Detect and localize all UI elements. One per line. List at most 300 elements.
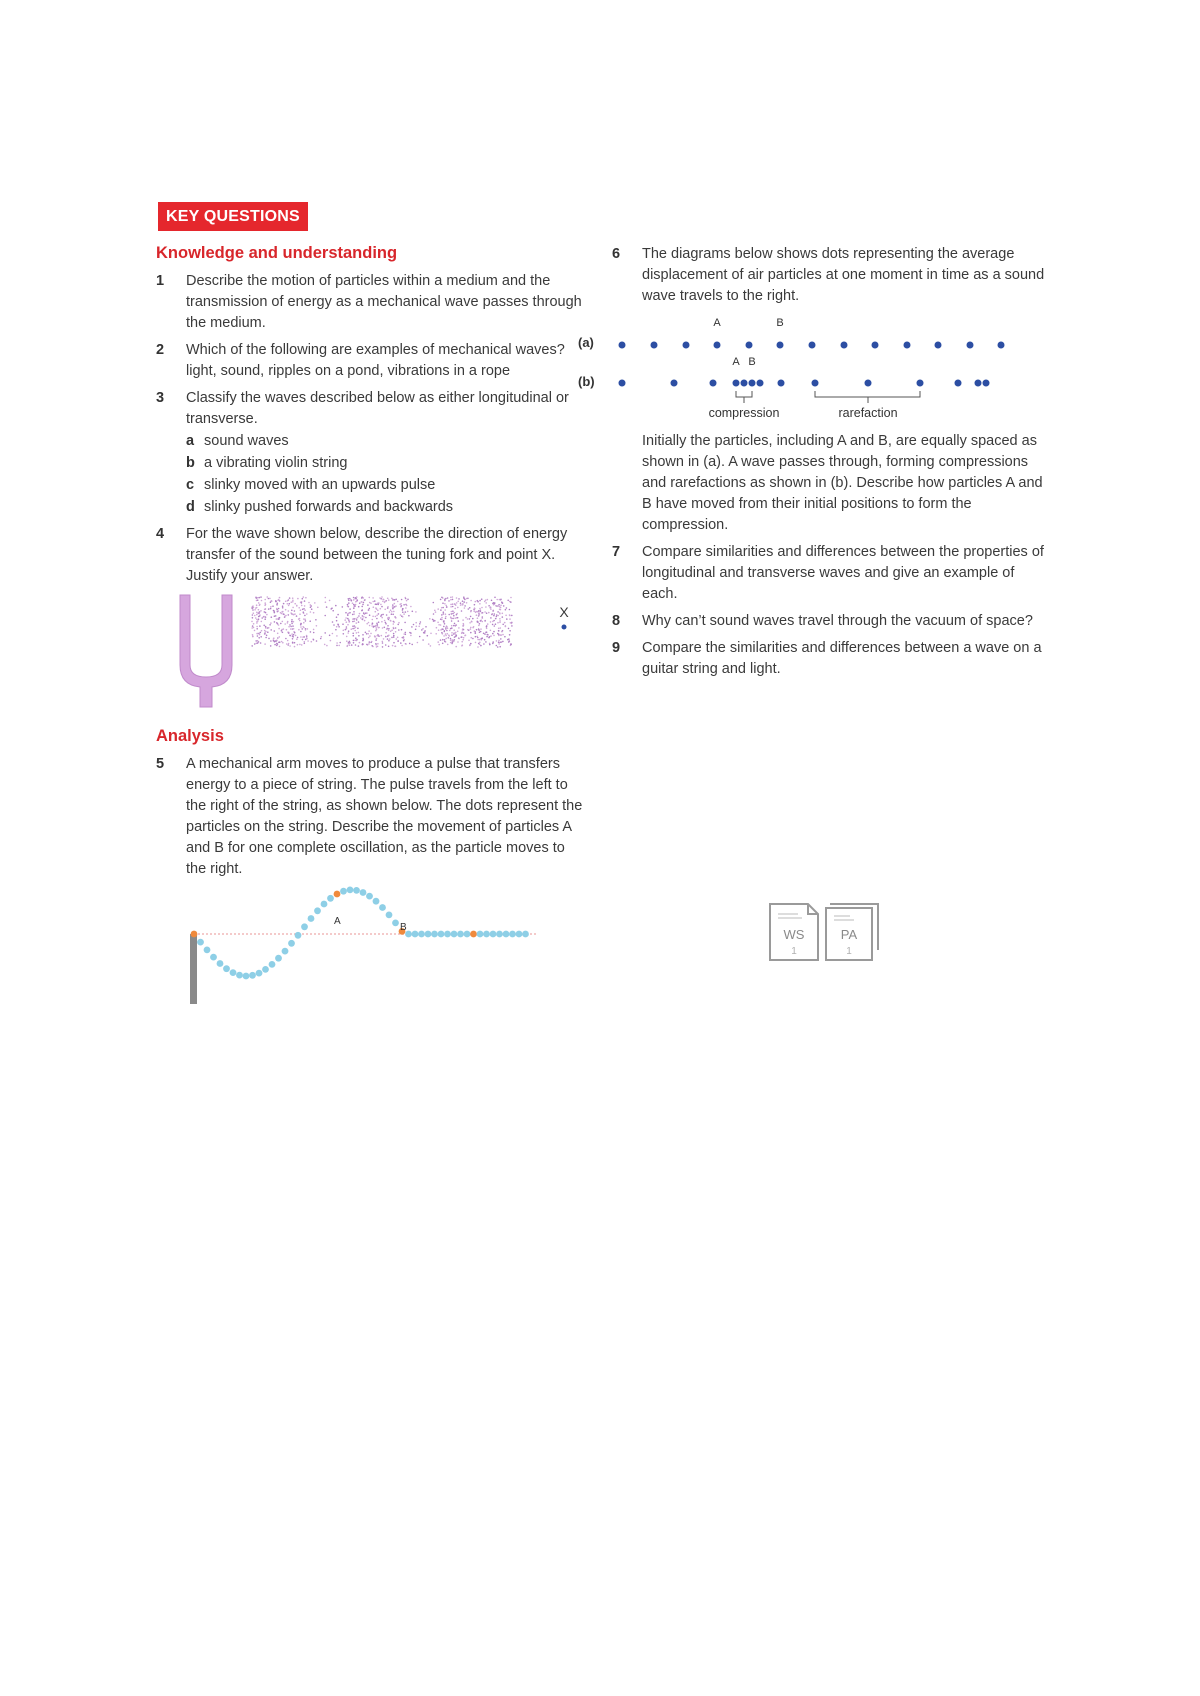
sound-particle: [300, 636, 302, 638]
sound-particle: [509, 618, 511, 620]
sound-particle: [502, 602, 504, 604]
sound-particle: [423, 632, 425, 634]
sound-particle: [276, 643, 278, 645]
sound-particle: [390, 609, 392, 611]
sound-particle: [321, 636, 323, 638]
sound-particle: [347, 605, 349, 607]
sound-particle: [377, 625, 379, 627]
sound-particle: [336, 642, 338, 644]
sound-particle: [375, 639, 377, 641]
point-x-label: X: [559, 604, 569, 620]
sound-particle: [355, 604, 357, 606]
ws-label: WS: [783, 927, 805, 942]
string-particle: [490, 931, 497, 938]
sound-particle: [454, 623, 456, 625]
sound-particle: [358, 645, 360, 647]
air-particle: [904, 342, 911, 349]
string-particle: [353, 887, 360, 894]
sound-particle: [348, 598, 350, 600]
question-7: [612, 542, 1052, 605]
sound-particle: [495, 618, 497, 620]
sound-particle: [279, 600, 281, 602]
sound-particle: [353, 613, 355, 615]
sound-particle: [314, 602, 316, 604]
sound-particle: [348, 619, 350, 621]
compression-bracket: [736, 391, 752, 403]
sound-particle: [265, 631, 267, 633]
key-questions-badge: KEY QUESTIONS: [158, 202, 308, 231]
sound-particle: [444, 600, 446, 602]
sound-particle: [445, 616, 447, 618]
row-b-particles: [619, 380, 990, 387]
sound-particle: [451, 613, 453, 615]
sound-particle: [509, 630, 511, 632]
sound-particle: [402, 616, 404, 618]
sound-particle: [390, 630, 392, 632]
sound-particle: [469, 607, 471, 609]
sound-particle: [389, 638, 391, 640]
sound-particle: [405, 611, 407, 613]
sound-particle: [502, 616, 504, 618]
sound-particle: [372, 616, 374, 618]
sound-particle: [511, 615, 513, 617]
sound-particle: [375, 625, 377, 627]
sound-particle: [474, 604, 476, 606]
sound-particle: [438, 644, 440, 646]
sound-particle: [273, 610, 275, 612]
sound-particle: [260, 610, 262, 612]
sound-particle: [462, 603, 464, 605]
sound-particle: [381, 621, 383, 623]
sound-particle: [360, 617, 362, 619]
sound-particle: [343, 630, 345, 632]
question-number: 8: [612, 613, 621, 629]
sound-particle: [441, 597, 443, 599]
sound-particle: [448, 637, 450, 639]
sound-particle: [465, 634, 467, 636]
sound-particle: [450, 639, 452, 641]
sound-particle: [419, 636, 421, 638]
sound-particle: [277, 600, 279, 602]
sound-particle: [499, 622, 501, 624]
sound-particle: [475, 611, 477, 613]
sound-particle: [292, 642, 294, 644]
sound-particle: [443, 613, 445, 615]
sound-particle: [437, 641, 439, 643]
sound-particle: [388, 646, 390, 648]
sound-particle: [447, 627, 449, 629]
question-number: 2: [156, 342, 165, 358]
sound-particle: [306, 636, 308, 638]
sound-particle: [288, 605, 290, 607]
string-particle: [477, 931, 484, 938]
sound-particle: [445, 605, 447, 607]
sound-particle: [356, 619, 358, 621]
sound-particle: [298, 629, 300, 631]
sound-particle: [492, 643, 494, 645]
sound-particle: [258, 618, 260, 620]
sound-particle: [362, 644, 364, 646]
sound-particle: [501, 631, 503, 633]
sound-particle: [498, 630, 500, 632]
sound-particle: [282, 611, 284, 613]
sound-particle: [285, 609, 287, 611]
string-particle: [256, 970, 263, 977]
sound-particle: [484, 639, 486, 641]
sound-particle: [342, 623, 344, 625]
sound-particle: [411, 626, 413, 628]
row-a-particle-a-label: A: [713, 317, 721, 329]
worksheet-icon: [770, 904, 818, 960]
sound-particle: [299, 644, 301, 646]
sound-particle: [428, 643, 430, 645]
sound-particle: [452, 613, 454, 615]
string-particle: [392, 920, 399, 927]
sound-particle: [410, 606, 412, 608]
sound-particle: [265, 612, 267, 614]
sound-particle: [395, 617, 397, 619]
sound-particle: [430, 633, 432, 635]
sound-particle: [447, 597, 449, 599]
sound-particle: [306, 638, 308, 640]
air-particle: [671, 380, 678, 387]
air-particle: [975, 380, 982, 387]
sound-particle: [324, 615, 326, 617]
sound-particle: [487, 634, 489, 636]
sound-particle: [301, 628, 303, 630]
sound-particle: [282, 605, 284, 607]
sound-particle: [347, 645, 349, 647]
sound-particle: [292, 636, 294, 638]
question-number: 3: [156, 390, 165, 406]
sound-particle: [376, 638, 378, 640]
sound-particle: [470, 628, 472, 630]
air-particle: [683, 342, 690, 349]
question-4: [156, 524, 586, 587]
sound-particle: [361, 606, 363, 608]
sound-particle: [348, 621, 350, 623]
sound-particle: [305, 629, 307, 631]
sound-particle: [508, 628, 510, 630]
sound-particle: [502, 634, 504, 636]
sound-particle: [460, 602, 462, 604]
sound-particle: [293, 621, 295, 623]
sound-particle: [308, 602, 310, 604]
sound-particle: [394, 603, 396, 605]
sound-particle: [397, 624, 399, 626]
string-particle: [269, 961, 276, 968]
sound-particle: [395, 605, 397, 607]
sound-particle: [359, 642, 361, 644]
sound-particle: [261, 630, 263, 632]
sound-particle: [329, 600, 331, 602]
sound-particle: [352, 614, 354, 616]
sound-particle: [266, 635, 268, 637]
sound-particle: [261, 617, 263, 619]
sound-particle: [498, 628, 500, 630]
sound-particle: [461, 645, 463, 647]
sound-particle: [478, 613, 480, 615]
sound-particle: [393, 623, 395, 625]
sound-particle: [464, 605, 466, 607]
sound-particle: [276, 640, 278, 642]
sound-particle: [482, 617, 484, 619]
sound-particle: [455, 624, 457, 626]
question-6: [612, 244, 1052, 307]
sound-particle: [422, 628, 424, 630]
sound-particle: [381, 635, 383, 637]
sound-particle: [454, 617, 456, 619]
question-text: Why can’t sound waves travel through the vacuum of space?: [642, 613, 1033, 629]
sound-particle: [372, 597, 374, 599]
sub-item-label: a: [186, 433, 195, 449]
sound-particle: [332, 633, 334, 635]
sound-particle: [467, 618, 469, 620]
sound-particle: [300, 626, 302, 628]
sound-particle: [376, 618, 378, 620]
sound-particle: [479, 623, 481, 625]
sound-particle: [354, 625, 356, 627]
sound-particle: [441, 607, 443, 609]
sound-particle: [448, 614, 450, 616]
sound-particle: [382, 601, 384, 603]
air-particle: [757, 380, 764, 387]
sound-particle: [499, 620, 501, 622]
string-particle: [386, 912, 393, 919]
sound-particle: [305, 620, 307, 622]
sound-particle: [259, 611, 261, 613]
sound-particle: [251, 621, 253, 623]
sound-particle: [301, 644, 303, 646]
sound-particle: [505, 609, 507, 611]
sound-particle: [440, 624, 442, 626]
sound-particle: [381, 596, 383, 598]
sound-particle: [391, 598, 393, 600]
sound-particle: [356, 639, 358, 641]
sound-particle: [510, 597, 512, 599]
string-particle: [496, 931, 503, 938]
sound-particle: [402, 611, 404, 613]
string-particle: [431, 931, 438, 938]
question-text: For the wave shown below, describe the direction of energy transfer of the sound between the tuning fork and point X. Justify your answer.: [186, 526, 568, 584]
sound-particle: [455, 632, 457, 634]
sound-particle: [505, 615, 507, 617]
sound-particle: [338, 645, 340, 647]
sound-particle: [349, 608, 351, 610]
sound-particle: [353, 640, 355, 642]
sound-particle: [365, 612, 367, 614]
tuning-fork-diagram: [156, 593, 586, 711]
sound-particle: [457, 617, 459, 619]
sound-particle: [496, 640, 498, 642]
sound-particle: [494, 603, 496, 605]
sound-particle: [273, 637, 275, 639]
string-particle: [379, 904, 386, 911]
sound-particle: [393, 636, 395, 638]
sound-particle: [307, 640, 309, 642]
sound-particle: [398, 622, 400, 624]
sound-particle: [472, 618, 474, 620]
sound-particle: [457, 607, 459, 609]
air-particle: [983, 380, 990, 387]
sound-particle: [362, 634, 364, 636]
sound-particle: [445, 635, 447, 637]
sound-particle: [362, 604, 364, 606]
sound-particle: [405, 643, 407, 645]
sound-particle: [377, 643, 379, 645]
sound-particle: [367, 604, 369, 606]
sound-particle: [292, 607, 294, 609]
sound-particle: [291, 619, 293, 621]
sound-particle: [358, 606, 360, 608]
sound-particle: [344, 619, 346, 621]
sound-particle: [393, 635, 395, 637]
air-particle: [746, 342, 753, 349]
sound-particle: [349, 642, 351, 644]
sound-particle: [362, 618, 364, 620]
sound-particle: [475, 642, 477, 644]
sound-particle: [498, 643, 500, 645]
sound-particle: [405, 597, 407, 599]
sound-particle: [257, 599, 259, 601]
sound-particle: [485, 606, 487, 608]
sound-particle: [295, 635, 297, 637]
sound-particle: [267, 627, 269, 629]
sound-particle: [346, 628, 348, 630]
sound-particle: [336, 620, 338, 622]
resource-icons: [768, 902, 908, 962]
sound-particle: [427, 635, 429, 637]
sound-particle: [507, 600, 509, 602]
air-particle: [998, 342, 1005, 349]
sound-particle: [372, 619, 374, 621]
sound-particle: [280, 623, 282, 625]
sound-particle: [358, 635, 360, 637]
sound-particle: [348, 643, 350, 645]
sound-particle: [252, 625, 254, 627]
sound-particle: [297, 598, 299, 600]
sound-particle: [438, 624, 440, 626]
sound-particle: [388, 630, 390, 632]
sound-particle: [511, 625, 513, 627]
sound-particle: [498, 641, 500, 643]
sound-particle: [455, 646, 457, 648]
sound-particle: [453, 615, 455, 617]
sound-particle: [258, 602, 260, 604]
question-9: [612, 638, 1052, 680]
sound-particle: [338, 626, 340, 628]
sound-particle: [416, 626, 418, 628]
compression-label: compression: [708, 406, 780, 420]
sound-particle: [287, 644, 289, 646]
sound-particle: [294, 642, 296, 644]
sound-particle: [392, 608, 394, 610]
sound-particle: [447, 633, 449, 635]
sound-particle: [453, 632, 455, 634]
sound-particle: [463, 637, 465, 639]
pa-label: PA: [840, 927, 858, 942]
sound-particle: [442, 639, 444, 641]
sound-particle: [413, 624, 415, 626]
sound-particle: [450, 628, 452, 630]
sound-particle: [480, 611, 482, 613]
sound-particle: [433, 620, 435, 622]
string-particle: [236, 972, 243, 979]
sound-particle: [266, 614, 268, 616]
sound-particle: [310, 611, 312, 613]
string-particle: [509, 931, 516, 938]
sound-particle: [282, 607, 284, 609]
sound-particle: [479, 608, 481, 610]
sound-particle: [290, 626, 292, 628]
sound-particle: [508, 638, 510, 640]
sound-particle: [406, 605, 408, 607]
sound-particle: [349, 644, 351, 646]
sound-particle: [365, 632, 367, 634]
sound-particle: [392, 614, 394, 616]
sound-particle: [354, 620, 356, 622]
sound-particle: [477, 646, 479, 648]
sound-particle: [470, 632, 472, 634]
sound-particle: [499, 618, 501, 620]
sound-particle: [376, 623, 378, 625]
sound-particle: [285, 638, 287, 640]
sound-particle: [500, 627, 502, 629]
sound-particle: [378, 613, 380, 615]
string-particle: [308, 915, 315, 922]
string-particle: [438, 931, 445, 938]
sound-particle: [304, 600, 306, 602]
sound-particle: [352, 628, 354, 630]
sound-particle: [270, 606, 272, 608]
string-particle: [314, 907, 321, 914]
sound-particle: [292, 601, 294, 603]
sound-particle: [510, 644, 512, 646]
sound-particle: [313, 632, 315, 634]
sound-particle: [348, 602, 350, 604]
sound-particle: [353, 599, 355, 601]
sound-particle: [415, 629, 417, 631]
sound-particle: [291, 633, 293, 635]
sound-particle: [500, 634, 502, 636]
sound-particle: [303, 596, 305, 598]
question-number: 5: [156, 756, 165, 772]
sound-particle: [288, 610, 290, 612]
sound-particle: [310, 607, 312, 609]
sound-particle: [336, 626, 338, 628]
sound-particle: [384, 627, 386, 629]
sound-particle: [271, 600, 273, 602]
sub-item-label: b: [186, 455, 195, 471]
sound-particle: [366, 644, 368, 646]
sound-particle: [337, 614, 339, 616]
sound-particle: [433, 602, 435, 604]
sound-particle: [410, 635, 412, 637]
sound-particle: [380, 608, 382, 610]
sound-particle: [288, 599, 290, 601]
row-b-label: (b): [578, 374, 595, 389]
string-particle: [210, 954, 217, 961]
sound-particle: [466, 602, 468, 604]
sound-particle: [380, 615, 382, 617]
sound-particle: [473, 626, 475, 628]
sound-particle: [499, 609, 501, 611]
sound-particle: [269, 598, 271, 600]
sound-particle: [499, 646, 501, 648]
sound-particle: [252, 634, 254, 636]
sound-particle: [371, 645, 373, 647]
sound-particle: [261, 600, 263, 602]
